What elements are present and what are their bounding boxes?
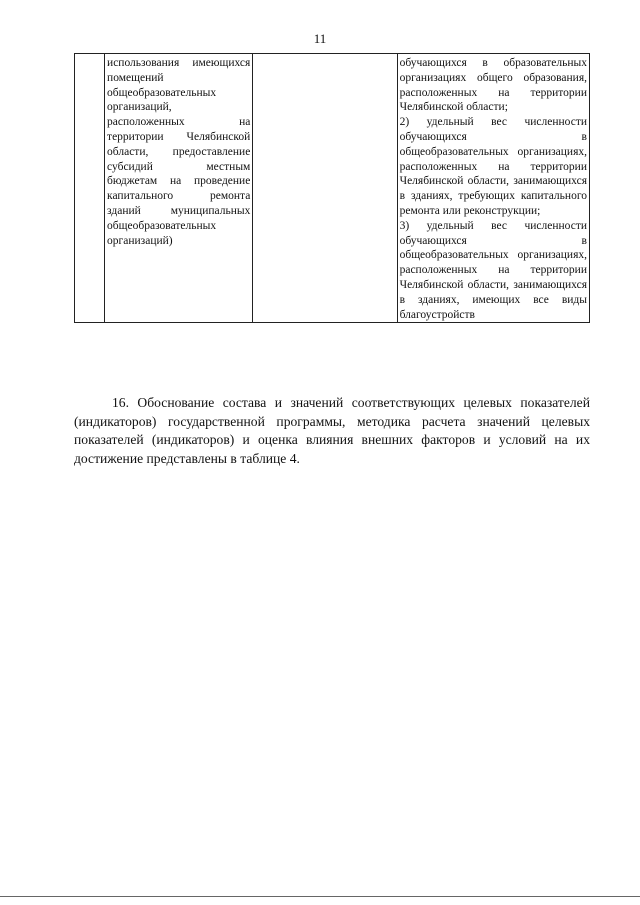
program-table xyxy=(74,53,590,323)
table-cell-empty xyxy=(253,54,397,323)
paragraph-16: 16. Обоснование состава и значений соответствующих целевых показателей (индикаторов) государственной программы, методика расчета значений целевых показателей (индикаторов) и оценка влияния внешних факторов и условий на их достижение представлены в таблице 4. xyxy=(74,395,590,466)
table-cell-activity xyxy=(105,54,253,323)
table-row xyxy=(75,54,590,323)
indicator-1-text: обучающихся в образовательных организациях общего образования, расположенных на территории Челябинской области; xyxy=(399,57,587,114)
indicator-2-text: 2) удельный вес численности обучающихся в общеобразовательных организациях, расположенных на территории Челябинской области, занимающихся в зданиях, требующих капитального ремонта или реконструкции; xyxy=(399,116,587,217)
activity-text: использования имеющихся помещений общеобразовательных организаций, расположенных на территории Челябинской области, предоставление субсидий местным бюджетам на проведение капитального ремонта зданий муниципальных общеобразовательных организаций) xyxy=(107,57,251,247)
bottom-divider xyxy=(0,896,640,897)
table-cell-indicators xyxy=(397,54,589,323)
indicator-3-text: 3) удельный вес численности обучающихся в общеобразовательных организациях, расположенных на территории Челябинской области, занимающихся в зданиях, имеющих все виды благоустройств xyxy=(399,219,587,321)
table-cell-number xyxy=(75,54,105,323)
page-number: 11 xyxy=(313,31,327,46)
